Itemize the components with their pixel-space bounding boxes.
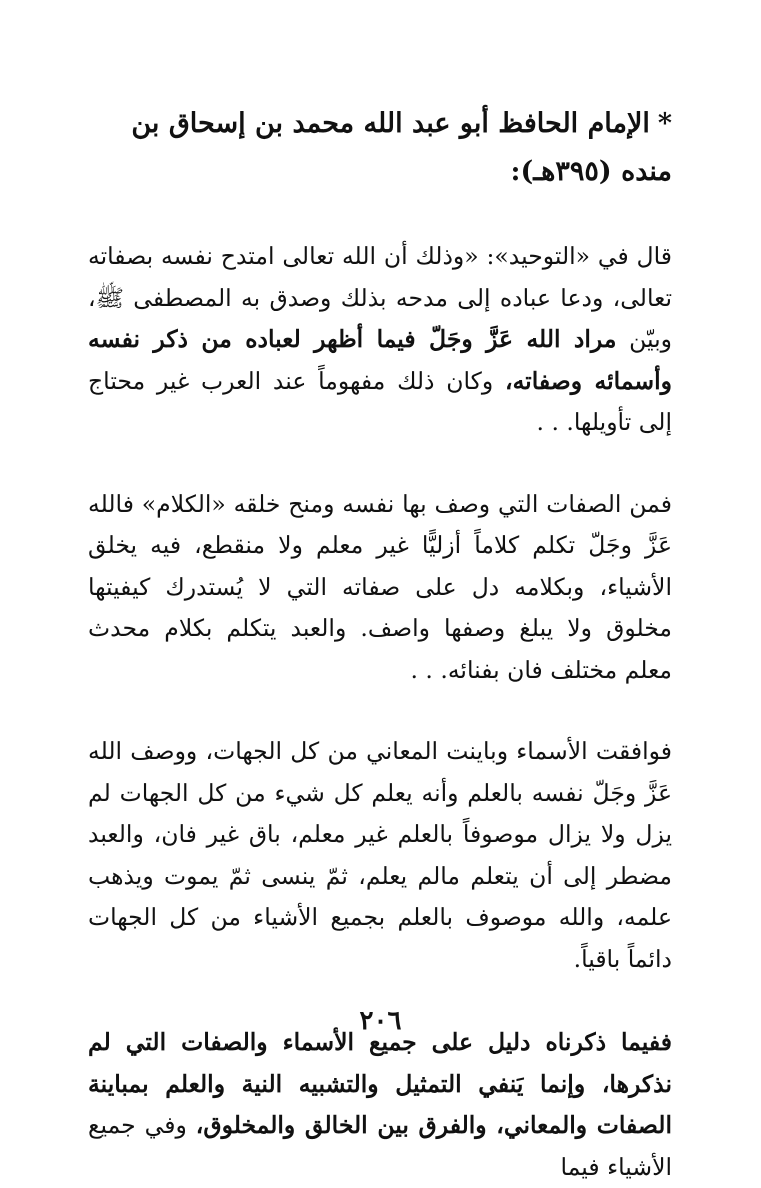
paragraph-1 xyxy=(88,236,672,444)
star-icon: * xyxy=(657,108,672,139)
page-number: ٢٠٦ xyxy=(359,1006,402,1036)
paragraph-2-text-b: والعبد يتكلم بكلام محدث معلم مختلف فان بفنائه. . . xyxy=(88,614,672,684)
paragraph-3-text-a: فوافقت الأسماء وباينت المعاني من كل الجهات، ووصف الله عَزَّ وجَلّ نفسه بالعلم وأنه يعلم كل شيء من كل الجهات لم يزل ولا يزال موصوفاً بالعلم غير معلم، باق غير فان، والعبد مضطر إلى أن يتعلم مالم يعلم، ثمّ ينسى ثمّ يموت ويذهب علمه، والله موصوف بالعلم بجميع الأشياء من كل الجهات دائماً باقياً. xyxy=(88,737,672,973)
paragraph-2-bold: عَزَّ وجَلّ تكلم كلاماً أزليًّا غير معلم ولا منقطع، فيه يخلق الأشياء، وبكلامه دل على صفاته التي لا يُستدرك كيفيتها مخلوق ولا يبلغ وصفها واصف. xyxy=(88,531,672,642)
paragraph-3 xyxy=(88,731,672,980)
paragraph-4-bold: ففيما ذكرناه دليل على جميع الأسماء والصفات التي لم نذكرها، وإنما يَنفي التمثيل والتشبيه النية والعلم بمباينة الصفات والمعاني، والفرق بين الخالق والمخلوق، xyxy=(88,1028,672,1139)
paragraph-1-text-a: قال في «التوحيد»: «وذلك أن الله تعالى امتدح نفسه بصفاته تعالى، ودعا عباده إلى مدحه بذلك وصدق به المصطفى ﷺ، وبيّن xyxy=(88,242,672,353)
document-page xyxy=(88,100,672,1181)
paragraph-4 xyxy=(88,1022,672,1188)
paragraph-2 xyxy=(88,484,672,692)
heading-text: الإمام الحافظ أبو عبد الله محمد بن إسحاق بن منده (٣٩٥هـ): xyxy=(131,108,672,187)
paragraph-4-text-b: وفي جميع الأشياء فيما xyxy=(88,1111,672,1181)
paragraph-1-text-b: وكان ذلك مفهوماً عند العرب غير محتاج إلى تأويلها. . . xyxy=(88,366,672,436)
paragraph-2-text-a: فمن الصفات التي وصف بها نفسه ومنح خلقه «الكلام» فالله xyxy=(88,489,672,518)
section-heading xyxy=(88,100,672,196)
paragraph-1-bold: مراد الله عَزَّ وجَلّ فيما أظهر لعباده من ذكر نفسه وأسمائه وصفاته، xyxy=(88,325,672,395)
